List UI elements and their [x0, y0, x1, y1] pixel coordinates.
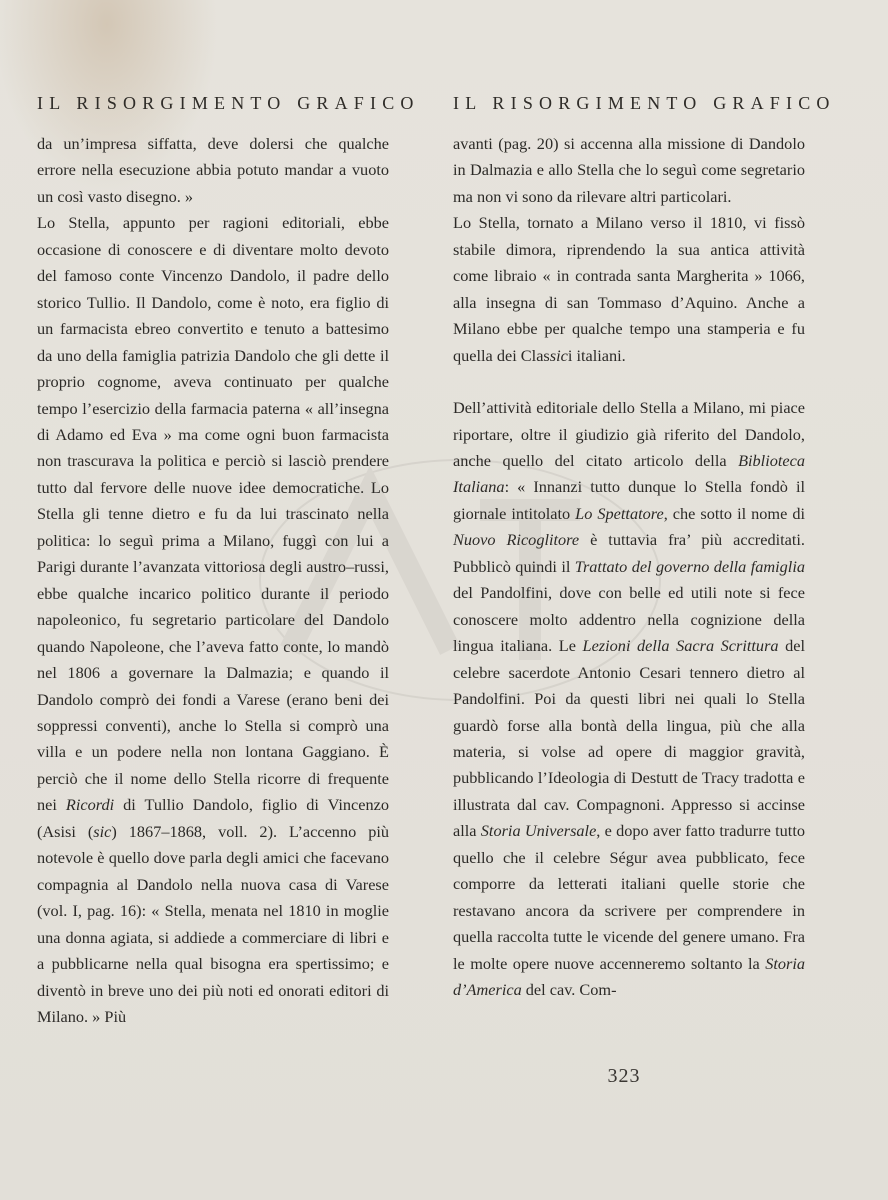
- right-text-column: [453, 131, 805, 1004]
- italic-title: Trattato del governo della famiglia: [574, 556, 805, 576]
- page-number-row: [0, 1065, 888, 1088]
- italic-title: sic: [93, 821, 112, 841]
- italic-title: Ricordi: [65, 795, 115, 815]
- running-head-left: IL RISORGIMENTO GRAFICO: [37, 93, 420, 113]
- paragraph: Lo Stella, tornato a Milano verso il 1810, vi fissò stabile dimora, riprendendo la sua antica attività come libraio « in contrada santa Margherita » 1066, alla insegna di san Tommaso d’Aquino. Anche a Milano ebbe per qualche tempo una stamperia e fu quella dei Classici italiani.: [453, 213, 805, 365]
- page-number: 323: [607, 1065, 641, 1087]
- italic-title: Storia Universale: [480, 821, 597, 841]
- italic-title: Storia d’America: [453, 953, 805, 1000]
- italic-title: sic: [549, 345, 568, 365]
- paragraph: da un’impresa siffatta, deve dolersi che qualche errore nella esecuzione abbia potuto mandar a vuoto un così vasto disegno. »: [37, 134, 389, 206]
- italic-title: Biblioteca Italiana: [453, 450, 805, 497]
- running-head-right: IL RISORGIMENTO GRAFICO: [453, 93, 836, 113]
- paragraph: Dell’attività editoriale dello Stella a Milano, mi piace riportare, oltre il giudizio già riferito del Dandolo, anche quello del citato articolo della Biblioteca Italiana: « Innanzi tutto dunque lo Stella fondò il giornale intitolato Lo Spettatore, che sotto il nome di Nuovo Ricoglitore è tuttavia fra’ più accreditati. Pubblicò quindi il Trattato del governo della famiglia del Pandolfini, dove con belle ed utili note si fece conoscere molto addentro nella cognizione della lingua italiana. Le Lezioni della Sacra Scrittura del celebre sacerdote Antonio Cesari tennero dietro al Pandolfini. Poi da questi libri nei quali lo Stella guardò forse alla bontà della lingua, più che alla materia, si volse ad opere di maggior gravità, pubblicando l’Ideologia di Destutt de Tracy tradotta e illustrata dal cav. Compagnoni. Appresso si accinse alla Storia Universale, e dopo aver fatto tradurre tutto quello che il celebre Ségur avea pubblicato, fece comporre da letterati italiani quelle storie che restavano ancora da scrivere per comprendere in quella raccolta tutte le vicende del genere umano. Fra le molte opere nuove accenneremo soltanto la Storia d’America del cav. Com-: [453, 398, 806, 1000]
- italic-title: Lezioni della Sacra Scrittura: [582, 636, 779, 656]
- paragraph: Lo Stella, appunto per ragioni editoriali, ebbe occasione di conoscere e di diventare molto devoto del famoso conte Vincenzo Dandolo, il padre dello storico Tullio. Il Dandolo, come è noto, era figlio di un farmacista ebreo convertito e tenuto a battesimo da uno della famiglia patrizia Dandolo che gli dette il proprio cognome, aveva continuato per qualche tempo l’esercizio della farmacia paterna « all’insegna di Adamo ed Eva » ma come ogni buon farmacista non trascurava la politica e perciò si lasciò prendere tutto dal fervore delle nuove idee democratiche. Lo Stella gli tenne dietro e fu da lui trascinato nella politica: lo seguì prima a Milano, fuggì con lui a Parigi durante l’avanzata vittoriosa degli austro–russi, ebbe qualche incarico politico durante il periodo napoleonico, fu segretario particolare del Dandolo quando Napoleone, che l’aveva fatto conte, lo mandò nel 1806 a governare la Dalmazia; e quando il Dandolo comprò dei fondi a Varese (erano beni dei soppressi conventi), anche lo Stella si comprò una villa e un podere nella non lontana Gaggiano. È perciò che il nome dello Stella ricorre di frequente nei Ricordi di Tullio Dandolo, figlio di Vincenzo (Asisi (sic) 1867–1868, voll. 2). L’accenno più notevole è quello dove parla degli amici che facevano compagnia al Dandolo nella nuova casa di Varese (vol. I, pag. 16): « Stella, menata nel 1810 in moglie una donna agiata, si addiede a commerciare di libri e a pubblicarne nella qual bisogna era spertissimo; e diventò in breve uno dei più noti ed onorati editori di Milano. » Più: [37, 213, 390, 1026]
- paragraph: avanti (pag. 20) si accenna alla missione di Dandolo in Dalmazia e allo Stella che lo seguì come segretario ma non vi sono da rilevare altri particolari.: [453, 134, 805, 206]
- italic-title: Nuovo Ricoglitore: [453, 530, 580, 550]
- italic-title: Lo Spettatore: [575, 503, 664, 523]
- left-text-column: [37, 131, 389, 1030]
